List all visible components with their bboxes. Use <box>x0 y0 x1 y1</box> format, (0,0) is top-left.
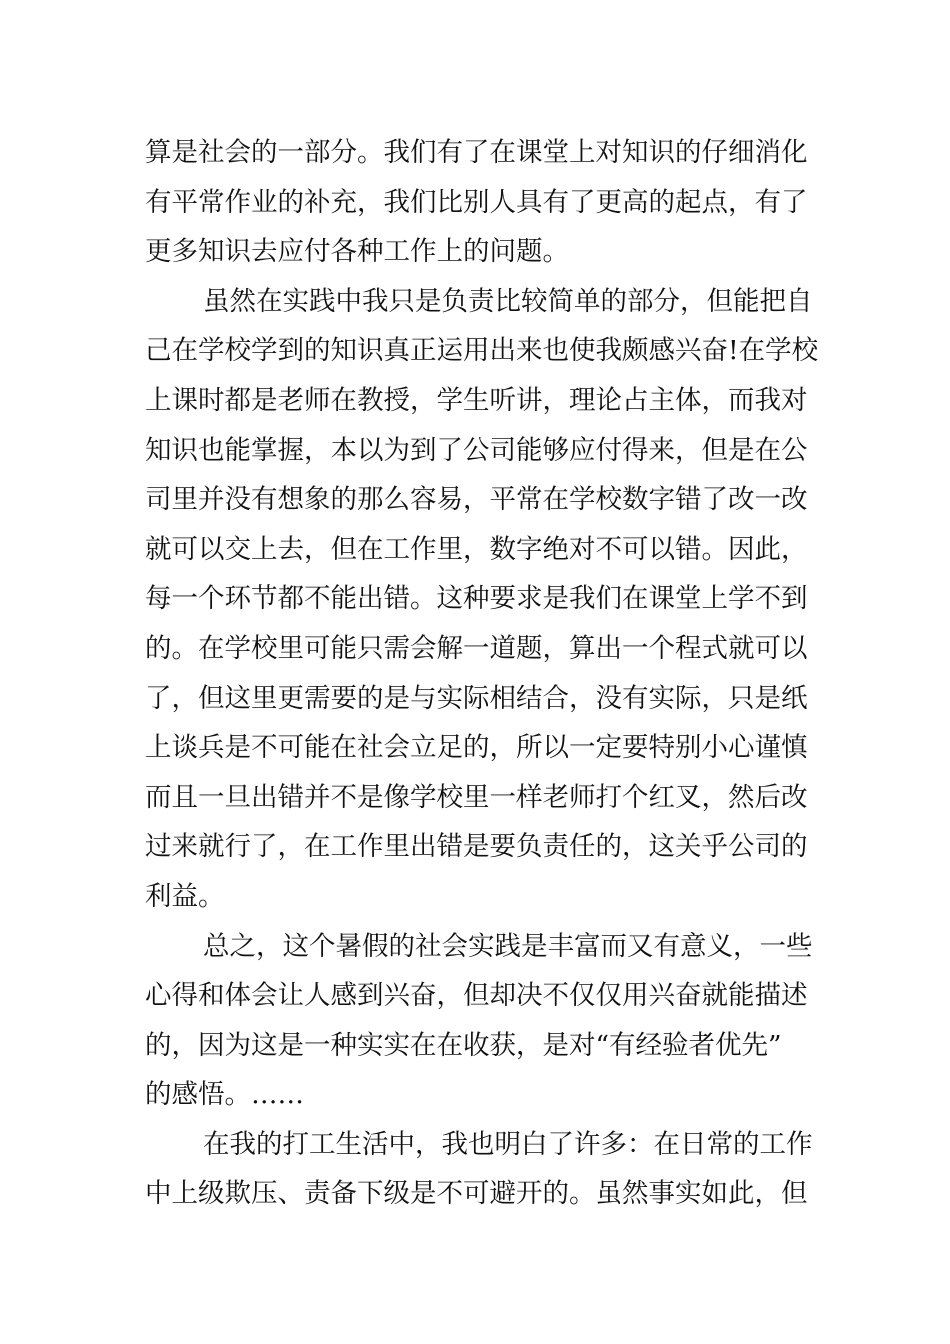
paragraph-first-line: 虽然在实践中我只是负责比较简单的部分，但能把自 <box>203 285 813 317</box>
text-line: 司里并没有想象的那么容易，平常在学校数字错了改一改 <box>145 484 808 516</box>
text-line: 的。在学校里可能只需会解一道题，算出一个程式就可以 <box>145 632 808 664</box>
text-line: 上课时都是老师在教授，学生听讲，理论占主体，而我对 <box>145 384 808 416</box>
text-line: 而且一旦出错并不是像学校里一样老师打个红叉，然后改 <box>145 781 808 813</box>
text-line: 心得和体会让人感到兴奋，但却决不仅仅用兴奋就能描述 <box>145 980 808 1012</box>
text-line: 了，但这里更需要的是与实际相结合，没有实际，只是纸 <box>145 682 808 714</box>
paragraph-first-line: 总之，这个暑假的社会实践是丰富而又有意义，一些 <box>203 930 813 962</box>
text-line: 己在学校学到的知识真正运用出来也使我颇感兴奋!在学校 <box>145 335 819 367</box>
text-line: 就可以交上去，但在工作里，数字绝对不可以错。因此， <box>145 533 808 565</box>
text-line: 每一个环节都不能出错。这种要求是我们在课堂上学不到 <box>145 583 808 615</box>
paragraph-first-line: 在我的打工生活中，我也明白了许多：在日常的工作 <box>203 1128 813 1160</box>
text-line: 过来就行了，在工作里出错是要负责任的，这关乎公司的 <box>145 831 808 863</box>
text-line: 中上级欺压、责备下级是不可避开的。虽然事实如此，但 <box>145 1178 808 1210</box>
text-line: 的，因为这是一种实实在在收获，是对“有经验者优先” <box>145 1029 782 1061</box>
text-line: 的感悟。…… <box>145 1079 304 1111</box>
text-line: 有平常作业的补充，我们比别人具有了更高的起点，有了 <box>145 186 808 218</box>
text-line: 算是社会的一部分。我们有了在课堂上对知识的仔细消化 <box>145 137 808 168</box>
text-line: 更多知识去应付各种工作上的问题。 <box>145 236 569 268</box>
text-line: 上谈兵是不可能在社会立足的，所以一定要特别小心谨慎 <box>145 732 808 764</box>
document-body <box>145 128 819 1219</box>
text-line: 利益。 <box>145 880 225 912</box>
text-line: 知识也能掌握，本以为到了公司能够应付得来，但是在公 <box>145 434 808 466</box>
